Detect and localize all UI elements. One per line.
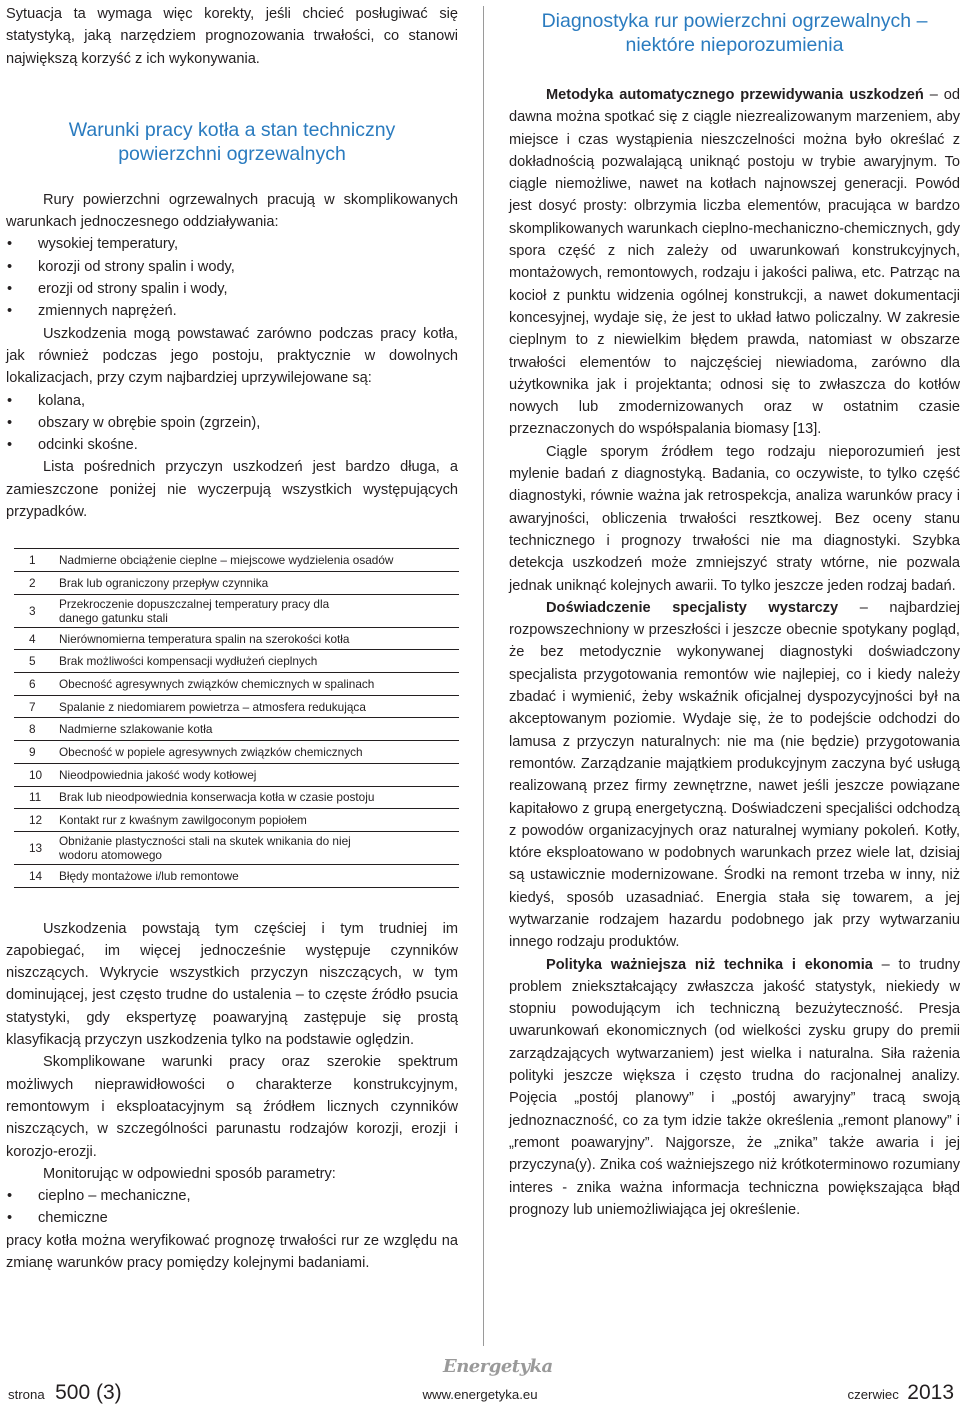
row-text: Nieodpowiednia jakość wody kotłowej: [55, 763, 459, 786]
row-number: 8: [14, 718, 55, 741]
causes-table: [14, 548, 459, 887]
row-text: Brak możliwości kompensacji wydłużeń cieplnych: [55, 650, 459, 673]
table-row: [14, 594, 459, 627]
row-number: 5: [14, 650, 55, 673]
column-divider: [483, 6, 484, 1346]
right-column: [509, 0, 960, 1221]
list-item: • obszary w obrębie spoin (zgrzein),: [6, 412, 458, 434]
row-text: Obecność w popiele agresywnych związków chemicznych: [55, 741, 459, 764]
paragraph-politics: [509, 954, 960, 1222]
list-factors: [6, 233, 458, 322]
table-row: [14, 741, 459, 764]
row-text: Brak lub ograniczony przepływ czynnika: [55, 572, 459, 595]
text-politics: – to trudny problem zniekształcający zwłaszcza jakość statystyk, niekiedy w stopniu powodującym ich techniczną bezużyteczność. Presja uwarunkowań ekonomicznych (od wielkości zysku grupy do premii zarządzających wytwarzaniem) jest wielka i naturalna. Siła rażenia polityki jeszcze większa i często trudna do racjonalnej analizy. Pojęcia „postój planowy” i „postój awaryjny” tracą swoją jednoznaczność, co za tym idzie także określenia „remont planowy” i „remont poawaryjny”. Najgorsze, że „znika” także awaria i jej przyczyna(y). Znika coś ważniejszego niż krótkoterminowo rozumiany interes - znika ważna informacja techniczna powiększająca błąd prognozy lub uniemożliwiająca jej określenie.: [509, 956, 960, 1218]
row-number: 12: [14, 809, 55, 832]
row-number: 13: [14, 831, 55, 864]
table-row: [14, 549, 459, 572]
list-locations: [6, 390, 458, 457]
list-item: • zmiennych naprężeń.: [6, 300, 458, 322]
paragraph-specialist-experience: [509, 597, 960, 954]
paragraph-forecast: pracy kotła można weryfikować prognozę trwałości rur ze względu na zmianę warunków pracy pomiędzy kolejnymi badaniami.: [6, 1232, 458, 1272]
list-parameters: [6, 1185, 458, 1230]
paragraph-automatic-prediction: [509, 84, 960, 441]
row-number: 3: [14, 594, 55, 627]
row-text: Spalanie z niedomiarem powietrza – atmosfera redukująca: [55, 695, 459, 718]
section-heading-conditions: Warunki pracy kotła a stan techniczny powierzchni ogrzewalnych: [68, 118, 396, 165]
row-number: 1: [14, 549, 55, 572]
table-row: [14, 650, 459, 673]
row-number: 11: [14, 786, 55, 809]
list-item: • chemiczne: [6, 1207, 458, 1229]
list-item: • erozji od strony spalin i wody,: [6, 278, 458, 300]
term-politics: Polityka ważniejsza niż technika i ekonomia: [546, 956, 873, 973]
text-specialist-experience: – najbardziej rozpowszechniony w przeszłości i jeszcze obecnie spotykany pogląd, że bez metodycznie wykonywanej diagnostyki doświadczony specjalista przygotowania remontów wie najlepiej, co i kiedy należy zbadać i wymienić, żeby wskaźnik oficjalnej dyspozycyjności był na akceptowanym poziomie. Wydaje się, że to podejście odchodzi do lamusa z przyczyn naturalnych: nie ma (nie będzie) przygotowania remontów. Zarządzanie majątkiem produkcyjnym zaczyna być usługą realizowaną przez firmy zewnętrzne, nawet jeśli jeszcze powiązane kapitałowo z grupą energetyczną. Doświadczeni specjaliści odchodzą z powodów organizacyjnych oraz naturalnej wymiany pokoleń. Kotły, które eksploatowano w podobnych warunkach przez wiele lat, dzisiaj są ustawicznie modernizowane. Środki na remont trzeba w inny, niż kiedyś, sposób uzasadniać. Energia stała się towarem, a jej wytwarzanie rodzajem hazardu podobnego jak przy wytwarzaniu innego rodzaju produktów.: [509, 599, 960, 951]
row-text: Nierównomierna temperatura spalin na szerokości kotła: [55, 627, 459, 650]
table-row: [14, 695, 459, 718]
footer-url: www.energetyka.eu: [422, 1387, 538, 1402]
row-text: Nadmierne obciążenie cieplne – miejscowe wydzielenia osadów: [55, 549, 459, 572]
paragraph-complex-conditions: Skomplikowane warunki pracy oraz szerokie spektrum możliwych nieprawidłowości o charakterze konstrukcyjnym, remontowym i eksploatacyjnym są źródłem licznych czynników niszczących, w szczególności parunastu rodzajów korozji, erozji i korozjo-erozji.: [6, 1054, 458, 1160]
paragraph-conditions: Rury powierzchni ogrzewalnych pracują w skomplikowanych warunkach jednoczesnego oddziaływania:: [6, 191, 458, 231]
list-item: • korozji od strony spalin i wody,: [6, 256, 458, 278]
paragraph-monitoring: Monitorując w odpowiedni sposób parametry:: [43, 1165, 336, 1182]
table-row: [14, 763, 459, 786]
left-column: [6, 0, 458, 1274]
page-label: strona: [8, 1387, 45, 1402]
row-text: Obecność agresywnych związków chemicznych w spalinach: [55, 673, 459, 696]
row-number: 9: [14, 741, 55, 764]
paragraph-damage-frequency: Uszkodzenia powstają tym częściej i tym trudniej im zapobiegać, im więcej jednocześnie występuje czynników niszczących. Wykrycie wszystkich przyczyn niszczących, w tym dominującej, jest często trudne do ustalenia – to częste źródło psucia statystyki, gdy ekspertyzę poawaryjną zastępuje się prostą klasyfikacją przyczyn uszkodzenia tylko na podstawie oględzin.: [6, 920, 458, 1049]
table-row: [14, 864, 459, 887]
paragraph-testing-vs-diagnostics: Ciągle sporym źródłem tego rodzaju nieporozumień jest mylenie badań z diagnostyką. Badania, co oczywiste, to tylko część diagnostyki, równie ważna jak retrospekcja, analiza warunków pracy i awaryjności, obliczenia trwałości resztkowej. Bez oceny stanu technicznego i prognozy trwałości nie ma diagnostyki. Szybka detekcja uszkodzeń może zmniejszyć straty wtórne, nie pozwala jednak uniknąć kolejnych awarii. To tylko jeszcze jeden rodzaj badań.: [509, 443, 960, 594]
row-text: Obniżanie plastyczności stali na skutek wnikania do niej wodoru atomowego: [55, 831, 459, 864]
table-row: [14, 831, 459, 864]
list-item: • cieplno – mechaniczne,: [6, 1185, 458, 1207]
row-number: 10: [14, 763, 55, 786]
row-text: Przekroczenie dopuszczalnej temperatury pracy dla danego gatunku stali: [55, 594, 459, 627]
table-row: [14, 673, 459, 696]
table-row: [14, 572, 459, 595]
paragraph-damage-locations: Uszkodzenia mogą powstawać zarówno podczas pracy kotła, jak również podczas jego postoju, praktycznie w dowolnych lokalizacjach, przy czym najbardziej uprzywilejowane są:: [6, 325, 458, 387]
table-row: [14, 627, 459, 650]
row-text: Kontakt rur z kwaśnym zawilgoconym popiołem: [55, 809, 459, 832]
list-item: • odcinki skośne.: [6, 434, 458, 456]
intro-paragraph: Sytuacja ta wymaga więc korekty, jeśli chcieć posługiwać się statystyką, jaką narzędziem prognozowania trwałości, co stanowi największą korzyść z ich wykonywania.: [6, 6, 458, 67]
term-automatic-prediction: Metodyka automatycznego przewidywania uszkodzeń: [546, 87, 924, 103]
row-text: Brak lub nieodpowiednia konserwacja kotła w czasie postoju: [55, 786, 459, 809]
issue-year: 2013: [907, 1381, 954, 1404]
page-number-value: 500 (3): [55, 1381, 122, 1404]
row-number: 2: [14, 572, 55, 595]
row-number: 7: [14, 695, 55, 718]
row-number: 4: [14, 627, 55, 650]
table-row: [14, 809, 459, 832]
term-specialist-experience: Doświadczenie specjalisty wystarczy: [546, 599, 839, 616]
row-number: 14: [14, 864, 55, 887]
issue-month: czerwiec: [847, 1387, 899, 1402]
list-item: • wysokiej temperatury,: [6, 233, 458, 255]
table-row: [14, 786, 459, 809]
section-heading-diagnostics: Diagnostyka rur powierzchni ogrzewalnych – niektóre nieporozumienia: [541, 10, 928, 56]
paragraph-causes-intro: Lista pośrednich przyczyn uszkodzeń jest bardzo długa, a zamieszczone poniżej nie wyczerpują wszystkich występujących przypadków.: [6, 459, 458, 521]
row-number: 6: [14, 673, 55, 696]
issue-date: [848, 1381, 954, 1405]
table-row: [14, 718, 459, 741]
row-text: Nadmierne szlakowanie kotła: [55, 718, 459, 741]
row-text: Błędy montażowe i/lub remontowe: [55, 864, 459, 887]
text-automatic-prediction: – od dawna można spotkać się z ciągle niezrealizowanym marzeniem, aby miejsce i czas wystąpienia nieszczelności można było określać z dokładnością pozwalającą uniknąć postoju w trybie awaryjnym. To ciągle niemożliwe, nawet na kotłach najnowszej generacji. Powód jest dosyć prosty: olbrzymia liczba elementów, pracująca w bardzo skomplikowanych warunkach cieplno-mechaniczno-chemicznych, gdy spora część z nich zależy od uwarunkowań konstrukcyjnych, montażowych, remontowych, rodzaju i jakości paliwa, etc. Patrząc na kocioł z punktu widzenia ogólnej konstrukcji, a nawet dokumentacji koncesyjnej, wydaje się, że jest to układ łatwo policzalny. W zakresie cieplnym to z niewielkim błędem prawda, natomiast w obszarze trwałości elementów to najczęściej niewiadoma, zarówno dla użytkownika jak i projektanta; odnosi się to zwłaszcza do kotłów nowych lub zmodernizowanych oraz w ostatnim czasie przeznaczonych do współspalania biomasy [13].: [509, 87, 960, 438]
list-item: • kolana,: [6, 390, 458, 412]
energetyka-logo: Energetyka: [443, 1356, 553, 1377]
